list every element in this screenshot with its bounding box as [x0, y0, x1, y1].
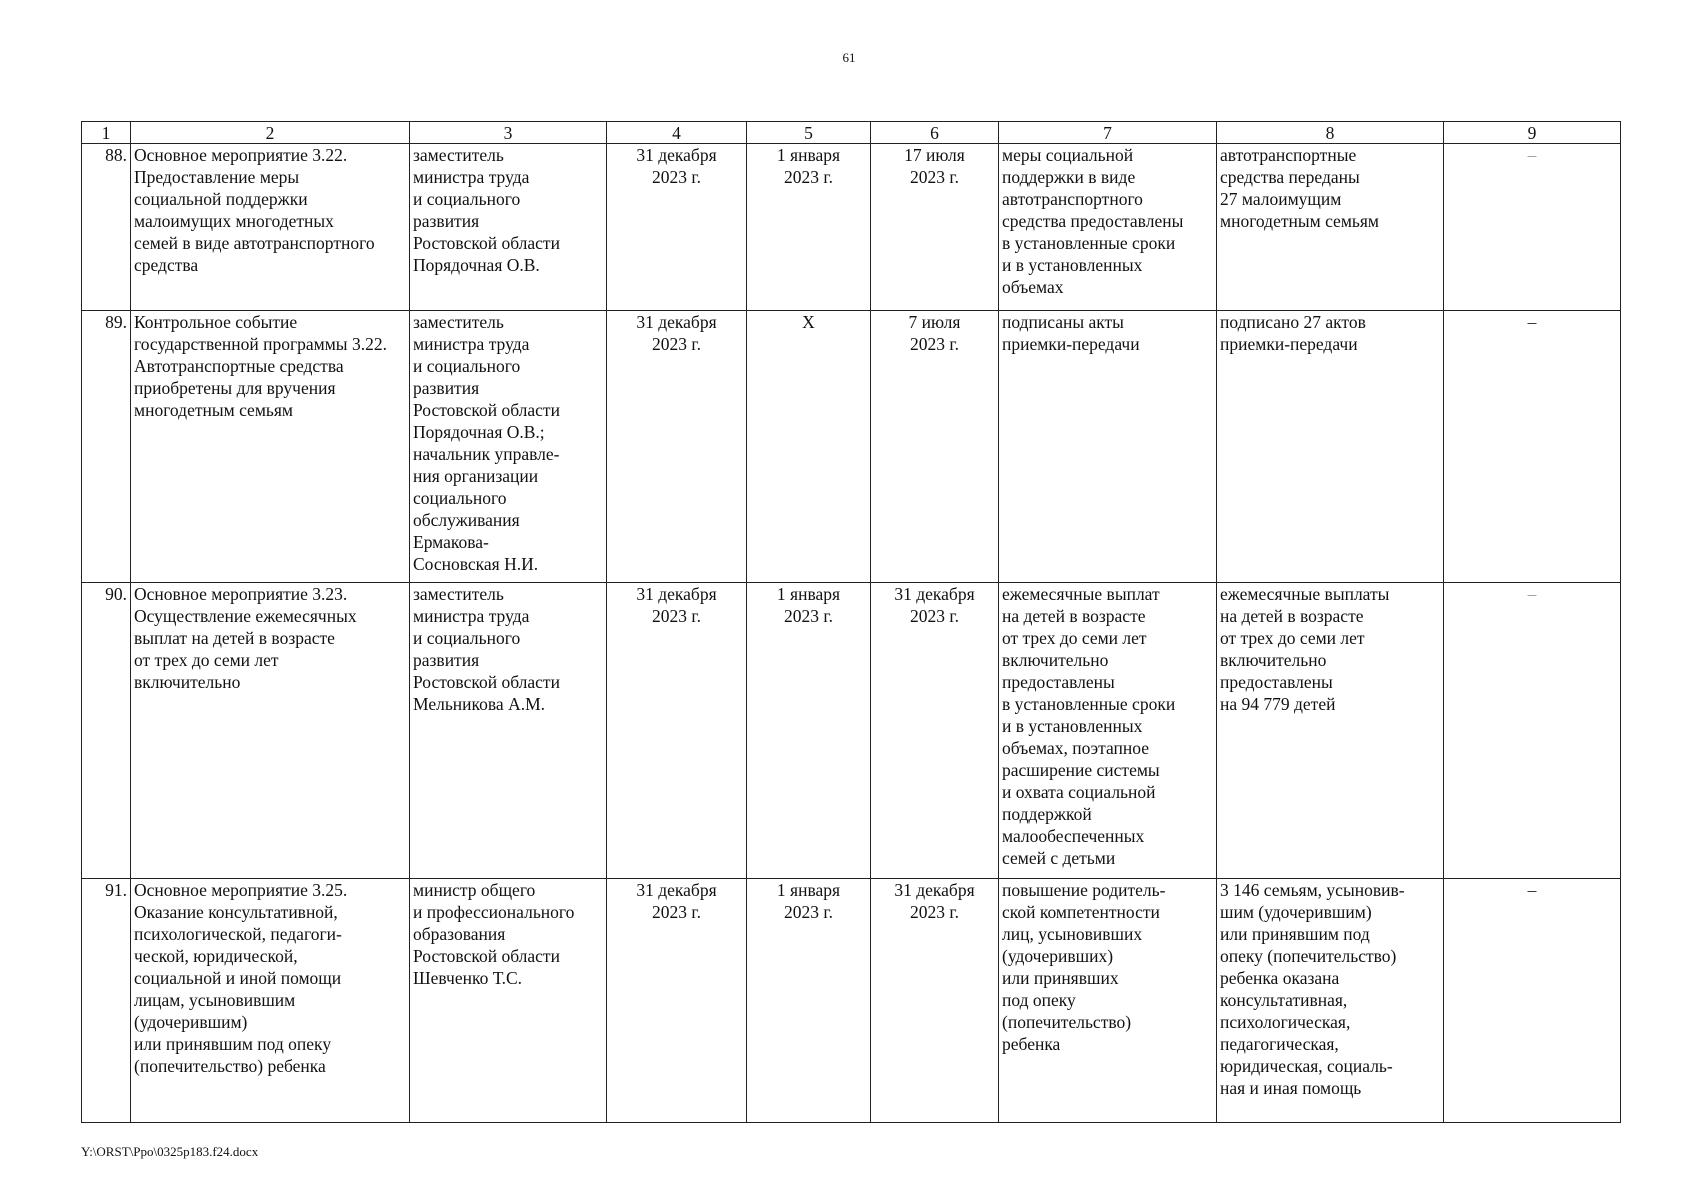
planned-date: 31 декабря 2023 г. — [607, 144, 747, 311]
note: – — [1444, 879, 1621, 1123]
note: – — [1444, 144, 1621, 311]
start-date: 1 января 2023 г. — [747, 583, 871, 879]
header-col-6: 6 — [871, 122, 999, 144]
row-number: 88. — [82, 144, 131, 311]
row-number: 90. — [82, 583, 131, 879]
actual-result: ежемесячные выплаты на детей в возрасте от трех до семи лет включительно предоставлены на 94 779 детей — [1217, 583, 1444, 879]
responsible-person: заместитель министра труда и социального развития Ростовской области Порядочная О.В.; начальник управле- ния организации социального обслуживания Ермакова- Сосновская Н.И. — [410, 311, 607, 583]
header-col-5: 5 — [747, 122, 871, 144]
planned-date: 31 декабря 2023 г. — [607, 311, 747, 583]
end-date: 17 июля 2023 г. — [871, 144, 999, 311]
note: – — [1444, 311, 1621, 583]
start-date: 1 января 2023 г. — [747, 879, 871, 1123]
table-row — [82, 144, 1621, 311]
expected-result: ежемесячные выплат на детей в возрасте от трех до семи лет включительно предоставлены в установленные сроки и в установленных объемах, поэтапное расширение системы и охвата социальной поддержкой малообеспеченных семей с детьми — [999, 583, 1217, 879]
row-number: 91. — [82, 879, 131, 1123]
planned-date: 31 декабря 2023 г. — [607, 583, 747, 879]
activity-name: Основное мероприятие 3.22. Предоставление меры социальной поддержки малоимущих многодетных семей в виде автотранспортного средства — [131, 144, 410, 311]
start-date: Х — [747, 311, 871, 583]
actual-result: автотранспортные средства переданы 27 малоимущим многодетным семьям — [1217, 144, 1444, 311]
report-table — [81, 121, 1621, 1123]
activity-name: Контрольное событие государственной программы 3.22. Автотранспортные средства приобретены для вручения многодетным семьям — [131, 311, 410, 583]
actual-result: 3 146 семьям, усыновив- шим (удочерившим) или принявшим под опеку (попечительство) ребенка оказана консультативная, психологическая, педагогическая, юридическая, социаль- ная и иная помощь — [1217, 879, 1444, 1123]
header-col-4: 4 — [607, 122, 747, 144]
file-path-footer: Y:\ORST\Ppo\0325p183.f24.docx — [81, 1144, 259, 1159]
expected-result: меры социальной поддержки в виде автотранспортного средства предоставлены в установленные сроки и в установленных объемах — [999, 144, 1217, 311]
expected-result: подписаны акты приемки-передачи — [999, 311, 1217, 583]
header-col-8: 8 — [1217, 122, 1444, 144]
start-date: 1 января 2023 г. — [747, 144, 871, 311]
header-col-1: 1 — [82, 122, 131, 144]
header-col-7: 7 — [999, 122, 1217, 144]
planned-date: 31 декабря 2023 г. — [607, 879, 747, 1123]
actual-result: подписано 27 актов приемки-передачи — [1217, 311, 1444, 583]
page-number: 61 — [842, 50, 856, 65]
end-date: 31 декабря 2023 г. — [871, 879, 999, 1123]
header-col-3: 3 — [410, 122, 607, 144]
expected-result: повышение родитель- ской компетентности лиц, усыновивших (удочеривших) или принявших под опеку (попечительство) ребенка — [999, 879, 1217, 1123]
row-number: 89. — [82, 311, 131, 583]
table-row — [82, 311, 1621, 583]
responsible-person: заместитель министра труда и социального развития Ростовской области Мельникова А.М. — [410, 583, 607, 879]
table-row — [82, 879, 1621, 1123]
activity-name: Основное мероприятие 3.25. Оказание консультативной, психологической, педагоги- ческой, юридической, социальной и иной помощи лицам, усыновившим (удочерившим) или принявшим под опеку (попечительство) ребенка — [131, 879, 410, 1123]
note: – — [1444, 583, 1621, 879]
table-header-row — [82, 122, 1621, 144]
header-col-2: 2 — [131, 122, 410, 144]
table-row — [82, 583, 1621, 879]
end-date: 31 декабря 2023 г. — [871, 583, 999, 879]
responsible-person: заместитель министра труда и социального развития Ростовской области Порядочная О.В. — [410, 144, 607, 311]
header-col-9: 9 — [1444, 122, 1621, 144]
responsible-person: министр общего и профессионального образования Ростовской области Шевченко Т.С. — [410, 879, 607, 1123]
end-date: 7 июля 2023 г. — [871, 311, 999, 583]
activity-name: Основное мероприятие 3.23. Осуществление ежемесячных выплат на детей в возрасте от трех до семи лет включительно — [131, 583, 410, 879]
